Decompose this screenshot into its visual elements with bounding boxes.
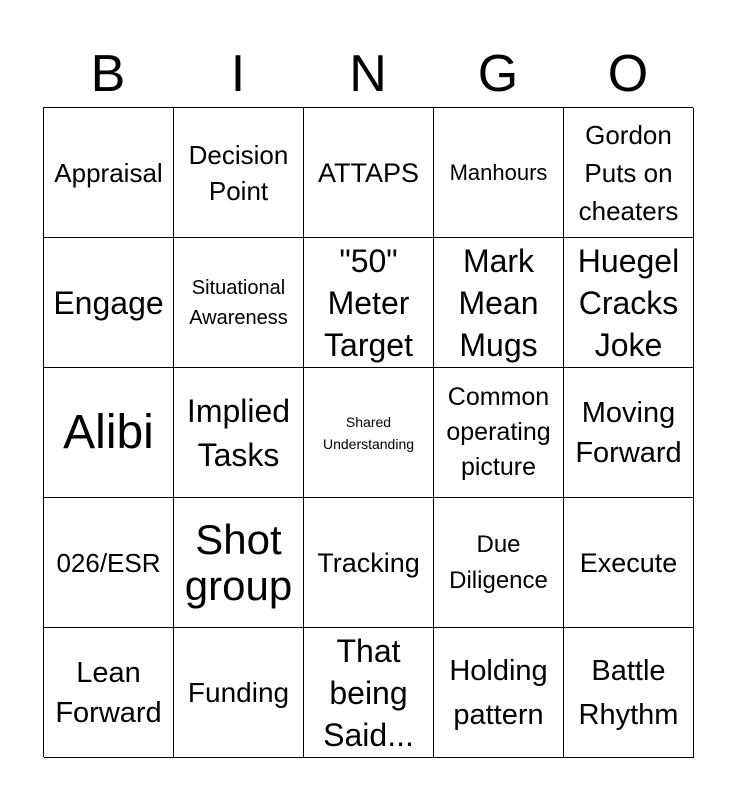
- bingo-cell-r2c5[interactable]: [564, 238, 694, 368]
- bingo-cell-r4c5[interactable]: [564, 498, 694, 628]
- cell-text: Holding pattern: [449, 654, 548, 731]
- bingo-cell-r1c4[interactable]: [434, 108, 564, 238]
- bingo-cell-r3c3[interactable]: [304, 368, 434, 498]
- cell-text: Decision Point: [188, 139, 289, 206]
- header-letter-b: B: [90, 45, 126, 103]
- header-letter-i: I: [230, 45, 246, 103]
- cell-text: 026/ESR: [56, 547, 161, 578]
- cell-text: Mark Mean Mugs: [458, 242, 539, 363]
- cell-text: Tracking: [317, 547, 420, 578]
- cell-text: Lean Forward: [55, 656, 162, 729]
- cell-text: Engage: [53, 284, 164, 321]
- cell-text: Shared Understanding: [322, 413, 415, 452]
- bingo-card: [43, 107, 693, 757]
- cell-text: That being Said...: [323, 632, 414, 753]
- cell-text: Funding: [187, 676, 290, 708]
- bingo-cell-r5c2[interactable]: [174, 628, 304, 758]
- cell-text: Due Diligence: [449, 530, 548, 594]
- bingo-cell-r2c4[interactable]: [434, 238, 564, 368]
- bingo-cell-r1c3[interactable]: [304, 108, 434, 238]
- header-letter-g: G: [477, 45, 519, 103]
- bingo-cell-r3c2[interactable]: [174, 368, 304, 498]
- bingo-header: [43, 40, 693, 108]
- bingo-cell-r4c2[interactable]: [174, 498, 304, 628]
- cell-text: Manhours: [449, 159, 548, 185]
- bingo-cell-r1c5[interactable]: [564, 108, 694, 238]
- cell-text: Implied Tasks: [186, 392, 291, 473]
- bingo-cell-r2c1[interactable]: [44, 238, 174, 368]
- bingo-cell-r4c3[interactable]: [304, 498, 434, 628]
- bingo-cell-r1c1[interactable]: [44, 108, 174, 238]
- cell-text: Gordon Puts on cheaters: [578, 119, 679, 226]
- bingo-cell-r3c4[interactable]: [434, 368, 564, 498]
- cell-text: Alibi: [63, 405, 154, 459]
- bingo-cell-r5c1[interactable]: [44, 628, 174, 758]
- cell-text: Battle Rhythm: [578, 654, 679, 731]
- bingo-cell-r4c4[interactable]: [434, 498, 564, 628]
- cell-text: Appraisal: [54, 157, 163, 188]
- bingo-cell-r5c4[interactable]: [434, 628, 564, 758]
- header-letter-o: O: [607, 45, 649, 103]
- cell-text: Huegel Cracks Joke: [577, 242, 680, 363]
- cell-text: "50" Meter Target: [324, 242, 413, 363]
- bingo-cell-r1c2[interactable]: [174, 108, 304, 238]
- cell-text: Shot group: [184, 515, 293, 609]
- header-letter-n: N: [349, 45, 387, 103]
- bingo-cell-r4c1[interactable]: [44, 498, 174, 628]
- bingo-cell-r5c3[interactable]: [304, 628, 434, 758]
- bingo-cell-r3c5[interactable]: [564, 368, 694, 498]
- cell-text: Common operating picture: [446, 383, 551, 481]
- bingo-cell-r2c2[interactable]: [174, 238, 304, 368]
- bingo-cell-r2c3[interactable]: [304, 238, 434, 368]
- bingo-cell-r5c5[interactable]: [564, 628, 694, 758]
- cell-text: Moving Forward: [575, 396, 682, 469]
- bingo-cell-r3c1[interactable]: [44, 368, 174, 498]
- cell-text: Situational Awareness: [189, 276, 288, 329]
- cell-text: ATTAPS: [317, 157, 419, 188]
- cell-text: Execute: [579, 547, 678, 578]
